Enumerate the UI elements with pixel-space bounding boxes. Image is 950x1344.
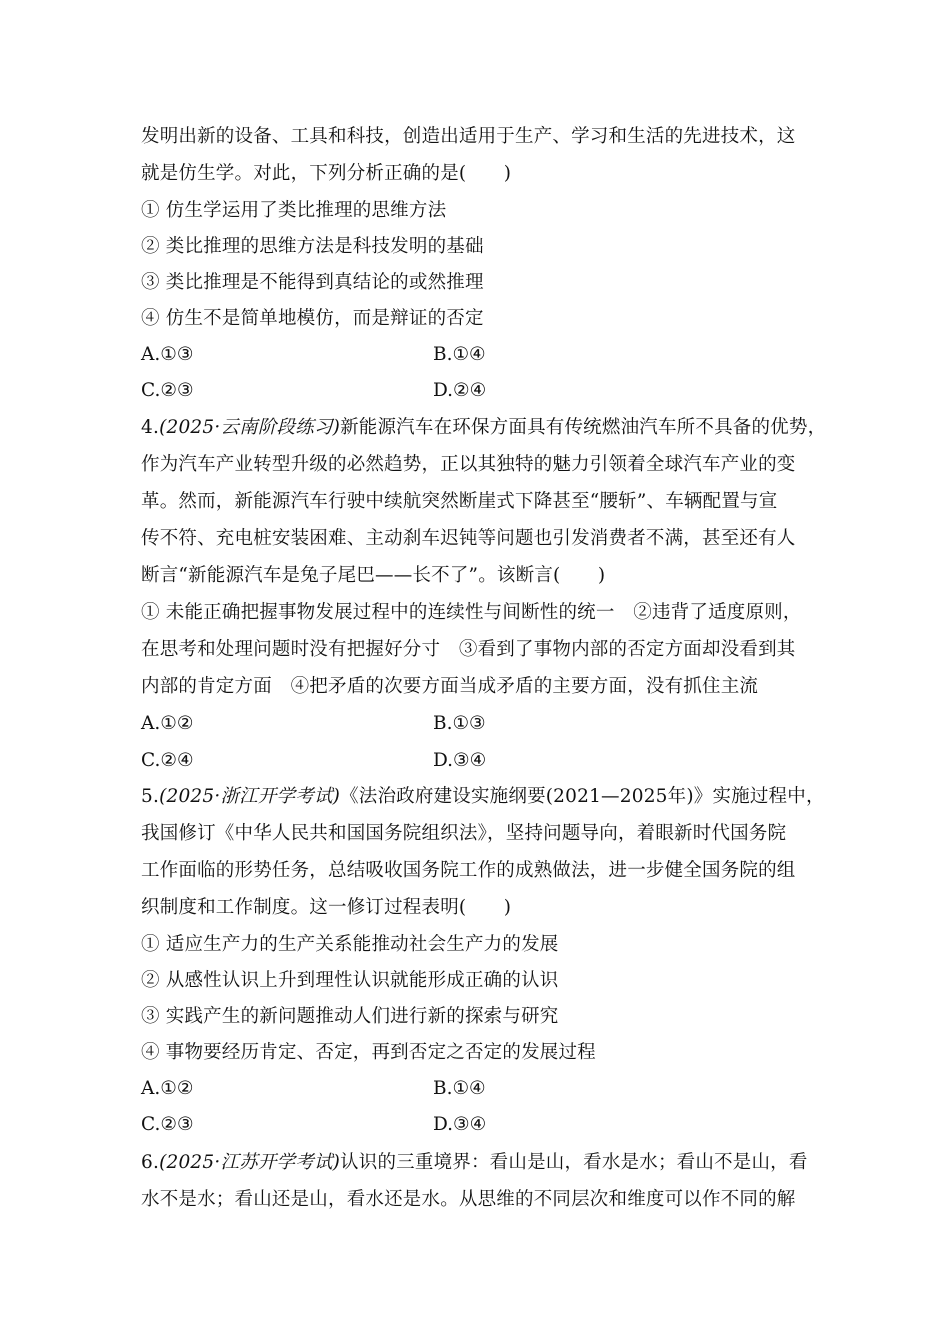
q4-stem-first: 新能源汽车在环保方面具有传统燃油汽车所不具备的优势，	[340, 417, 827, 438]
q4-stem-line-2: 作为汽车产业转型升级的必然趋势，正以其独特的魅力引领着全球汽车产业的变	[141, 454, 796, 475]
q3-option-b: B.①④	[433, 344, 486, 365]
q6-stem-line-1	[141, 1151, 821, 1175]
q5-stem-line-4: 织制度和工作制度。这一修订过程表明( )	[141, 897, 512, 918]
q5-stem-line-2: 我国修订《中华人民共和国国务院组织法》，坚持问题导向，着眼新时代国务院	[141, 823, 787, 844]
q4-option-d: D.③④	[433, 750, 487, 771]
q3-statement-4: ④ 仿生不是简单地模仿，而是辩证的否定	[141, 308, 484, 329]
q4-option-c: C.②④	[141, 750, 194, 771]
q5-statement-1: ① 适应生产力的生产关系能推动社会生产力的发展	[141, 934, 559, 955]
q5-statement-2: ② 从感性认识上升到理性认识就能形成正确的认识	[141, 970, 559, 991]
q4-source: (2025·云南阶段练习)	[159, 417, 341, 438]
q6-stem-line-2: 水不是水；看山还是山，看水还是水。从思维的不同层次和维度可以作不同的解	[141, 1189, 796, 1210]
q5-option-c: C.②③	[141, 1114, 194, 1135]
q6-stem-first: 认识的三重境界：看山是山，看水是水；看山不是山，看	[340, 1152, 808, 1173]
q3-option-a: A.①③	[141, 344, 194, 365]
q5-stem-first: 《法治政府建设实施纲要(2021—2025年)》实施过程中，	[340, 786, 825, 807]
q5-statement-4: ④ 事物要经历肯定、否定，再到否定之否定的发展过程	[141, 1042, 596, 1063]
q5-statement-3: ③ 实践产生的新问题推动人们进行新的探索与研究	[141, 1006, 559, 1027]
q4-statement-line-1: ① 未能正确把握事物发展过程中的连续性与间断性的统一 ②违背了适度原则，	[141, 602, 802, 623]
q3-stem-line-1: 发明出新的设备、工具和科技，创造出适用于生产、学习和生活的先进技术，这	[141, 126, 796, 147]
q4-option-a: A.①②	[141, 713, 194, 734]
q3-statement-3: ③ 类比推理是不能得到真结论的或然推理	[141, 272, 484, 293]
q4-stem-line-5: 断言“新能源汽车是兔子尾巴——长不了”。该断言( )	[141, 565, 606, 586]
q3-statement-2: ② 类比推理的思维方法是科技发明的基础	[141, 236, 484, 257]
q3-option-d: D.②④	[433, 380, 487, 401]
q4-number: 4.	[141, 417, 160, 438]
q4-stem-line-1	[141, 416, 827, 440]
q4-statement-line-2: 在思考和处理问题时没有把握好分寸 ③看到了事物内部的否定方面却没看到其	[141, 639, 796, 660]
q5-option-b: B.①④	[433, 1078, 486, 1099]
q3-stem-line-2: 就是仿生学。对此，下列分析正确的是( )	[141, 163, 512, 184]
q4-statement-line-3: 内部的肯定方面 ④把矛盾的次要方面当成矛盾的主要方面，没有抓住主流	[141, 676, 759, 697]
q5-option-a: A.①②	[141, 1078, 194, 1099]
q5-stem-line-3: 工作面临的形势任务，总结吸收国务院工作的成熟做法，进一步健全国务院的组	[141, 860, 796, 881]
q5-source: (2025·浙江开学考试)	[159, 786, 341, 807]
q5-option-d: D.③④	[433, 1114, 487, 1135]
q5-stem-line-1	[141, 785, 825, 809]
q4-option-b: B.①③	[433, 713, 486, 734]
q4-stem-line-4: 传不符、充电桩安装困难、主动刹车迟钝等问题也引发消费者不满，甚至还有人	[141, 528, 796, 549]
q3-option-c: C.②③	[141, 380, 194, 401]
q6-source: (2025·江苏开学考试)	[159, 1152, 341, 1173]
q5-number: 5.	[141, 786, 160, 807]
q6-number: 6.	[141, 1152, 160, 1173]
q3-statement-1: ① 仿生学运用了类比推理的思维方法	[141, 200, 447, 221]
q4-stem-line-3: 革。然而，新能源汽车行驶中续航突然断崖式下降甚至“腰斩”、车辆配置与宣	[141, 491, 778, 512]
